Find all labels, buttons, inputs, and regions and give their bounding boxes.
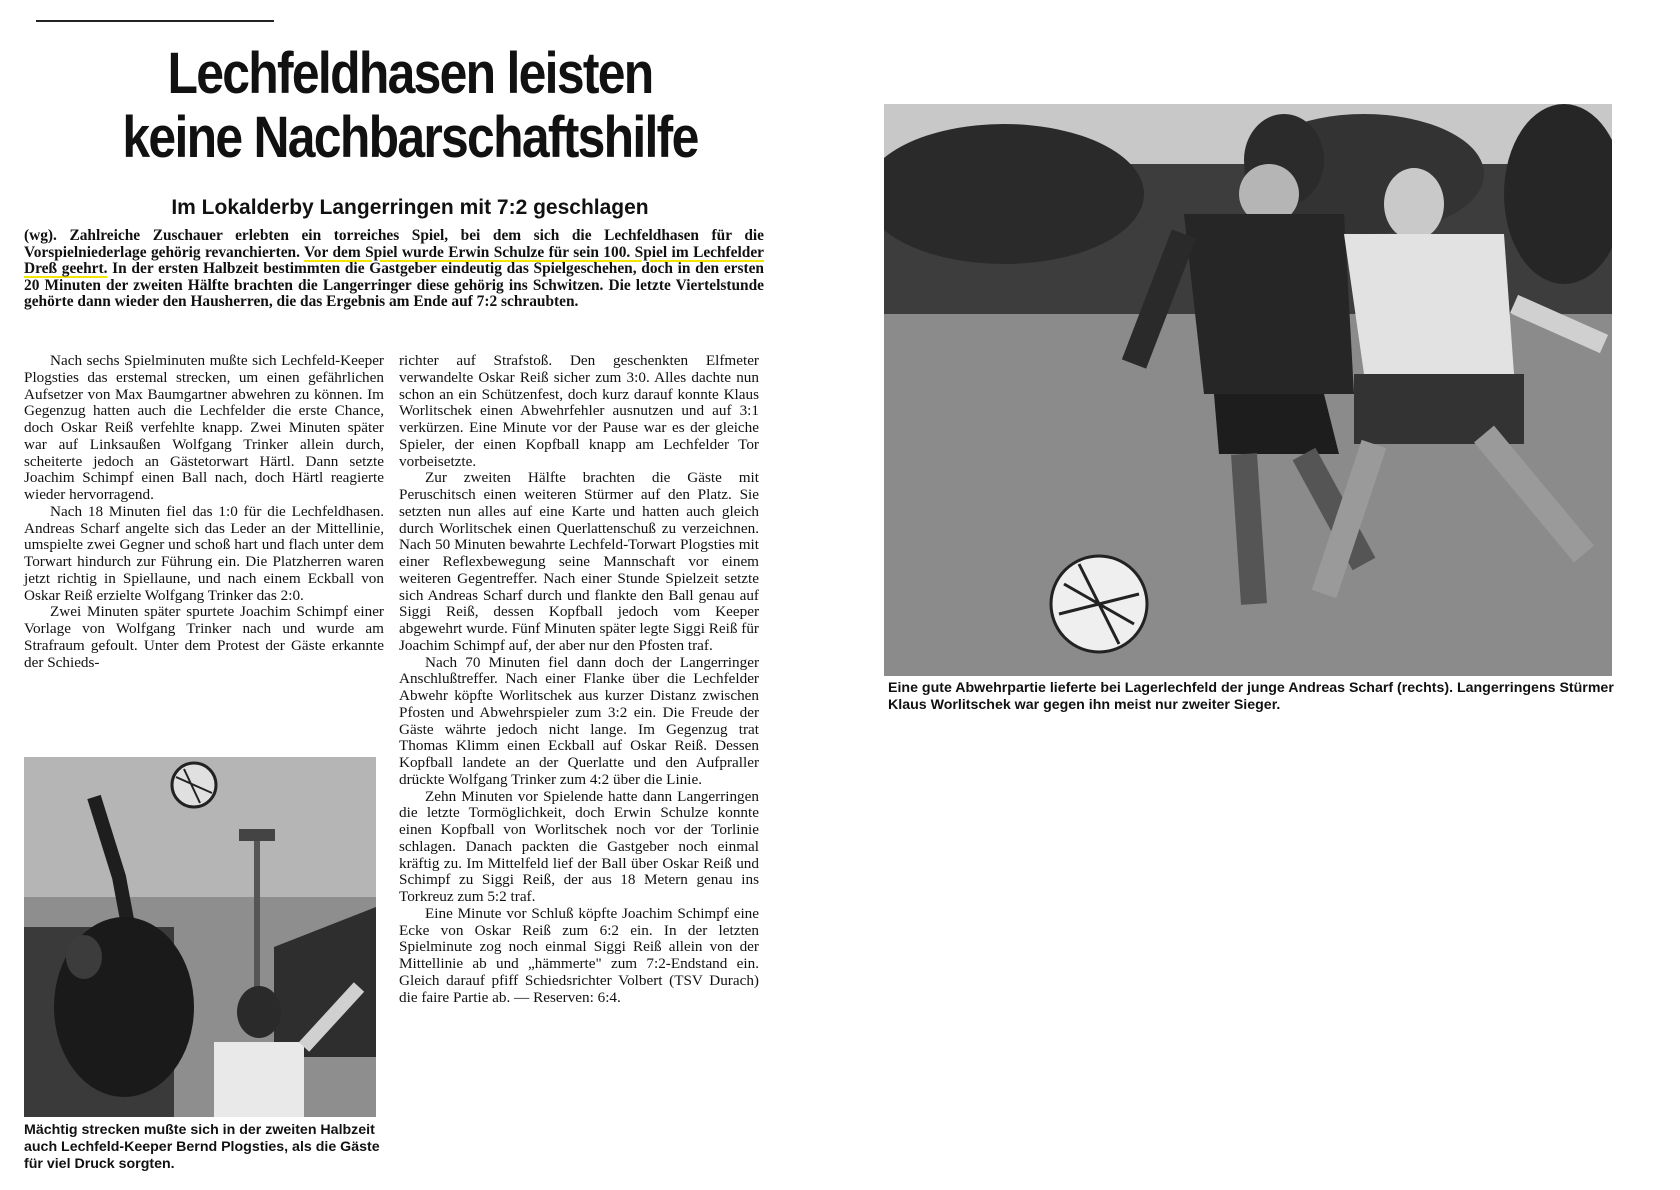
caption-players: Eine gute Abwehrpartie lieferte bei Lagerlechfeld der junge Andreas Scharf (rechts). Langerringens Stürmer Klaus Worlitschek war gegen ihn meist nur zweiter Sieger.	[888, 680, 1614, 713]
column2-paragraph: Eine Minute vor Schluß köpfte Joachim Schimpf eine Ecke von Oskar Reiß zum 6:2 ein. In der letzten Spielminute zog noch einmal Siggi Reiß allein von der Mittellinie ab und „hämmerte" zum 7:2-Endstand ein. Gleich darauf pfiff Schiedsrichter Volbert (TSV Durach) die faire Partie ab. — Reserven: 6:4.	[399, 904, 759, 1006]
caption-goalkeeper: Mächtig strecken mußte sich in der zweiten Halbzeit auch Lechfeld-Keeper Bernd Plogsties, als die Gäste für viel Druck sorgten.	[24, 1122, 380, 1172]
column2-paragraph: richter auf Strafstoß. Den geschenkten Elfmeter verwandelte Oskar Reiß sicher zum 3:0. Alles dachte nun schon an ein Schützenfest, doch kurz darauf konnte Klaus Worlitschek einen Abwehrfehler ausnutzen und auf 3:1 verkürzen. Eine Minute vor der Pause war es der gleiche Spieler, der einen Kopfball knapp am Lechfelder Tor vorbeisetzte.	[399, 352, 759, 470]
headline-line-1: Lechfeldhasen leisten	[167, 41, 653, 106]
column1-paragraph: Nach sechs Spielminuten mußte sich Lechfeld-Keeper Plogsties das erstemal strecken, um einen gefährlichen Aufsetzer von Max Baumgartner abwehren zu können. Im Gegenzug hatten auch die Lechfelder die erste Chance, doch Oskar Reiß verfehlte knapp. Zwei Minuten später war auf Linksaußen Wolfgang Trinker allein durch, scheiterte jedoch an Gästetorwart Härtl. Dann setzte Joachim Schimpf einen Ball nach, doch Härtl reagierte wieder hervorragend.	[24, 352, 384, 503]
headline	[92, 42, 728, 170]
column2-paragraph: Zur zweiten Hälfte brachten die Gäste mit Peruschitsch einen weiteren Stürmer auf den Platz. Sie setzten nun alles auf eine Karte und hatten auch gleich durch Worlitschek einen Querlattenschuß zu verzeichnen. Nach 50 Minuten bewahrte Lechfeld-Torwart Plogsties mit einer Reflexbewegung seine Mannschaft vor einem weiteren Gegentreffer. Nach einer Stunde Spielzeit setzte sich Andreas Scharf durch und flankte den Ball genau auf Siggi Reiß, dessen Kopfball jedoch vom Keeper abgewehrt wurde. Fünf Minuten später legte Siggi Reiß für Joachim Schimpf auf, der aber nur den Pfosten traf.	[399, 469, 759, 654]
top-rule	[36, 20, 274, 22]
subheadline: Im Lokalderby Langerringen mit 7:2 geschlagen	[171, 196, 649, 219]
column2-paragraph: Nach 70 Minuten fiel dann doch der Langerringer Anschlußtreffer. Nach einer Flanke über die Lechfelder Abwehr köpfte Worlitschek aus kurzer Distanz zwischen Pfosten und Abwehrspieler zum 3:2 ein. Die Freude der Gäste währte jedoch nicht lange. Im Gegenzug trat Thomas Klimm einen Eckball auf Oskar Reiß. Dessen Kopfball landete an der Querlatte und den Aufpraller drückte Wolfgang Trinker zum 4:2 über die Linie.	[399, 653, 759, 788]
photo-players-image	[884, 104, 1612, 676]
body-column-2	[399, 353, 759, 1006]
photo-goalkeeper	[24, 757, 376, 1117]
lead-text-2: In der ersten Halbzeit bestimmten die Gastgeber eindeutig das Spielgeschehen, doch in den ersten 20 Minuten der zweiten Hälfte brachten die Langerringer diese gehörig ins Schwitzen. Die letzte Viertelstunde gehörte dann wieder den Hausherren, die das Ergebnis am Ende auf 7:2 schraubten.	[24, 260, 764, 311]
lead-paragraph	[24, 228, 764, 311]
photo-goalkeeper-image	[24, 757, 376, 1117]
photo-players	[884, 104, 1612, 676]
column1-paragraph: Nach 18 Minuten fiel das 1:0 für die Lechfeldhasen. Andreas Scharf angelte sich das Leder an der Mittellinie, umspielte zwei Gegner und schoß hart und flach unter dem Torwart hindurch zur Führung ein. Die Platzherren waren jetzt richtig in Spiellaune, und nach einem Eckball von Oskar Reiß erzielte Wolfgang Trinker das 2:0.	[24, 502, 384, 604]
column2-paragraph: Zehn Minuten vor Spielende hatte dann Langerringen die letzte Tormöglichkeit, doch Erwin Schulze konnte einen Kopfball von Worlitschek noch vor der Torlinie schlagen. Danach packten die Gastgeber noch einmal kräftig zu. Im Mittelfeld lief der Ball über Oskar Reiß und Schimpf zu Siggi Reiß, der aus 18 Metern genau ins Torkreuz zum 5:2 traf.	[399, 787, 759, 905]
headline-line-2: keine Nachbarschaftshilfe	[122, 105, 698, 170]
lead-text-1: (wg). Zahlreiche Zuschauer erlebten ein torreiches Spiel, bei dem sich die Lechfeldhasen für die Vorspielniederlage gehörig revanchierten.	[24, 227, 764, 261]
column1-paragraph: Zwei Minuten später spurtete Joachim Schimpf einer Vorlage von Wolfgang Trinker nach und wurde am Strafraum gefoult. Unter dem Protest der Gäste erkannte der Schieds-	[24, 603, 384, 671]
body-column-1	[24, 353, 384, 671]
lead-highlighted-sentence: Vor dem Spiel wurde Erwin Schulze für sein 100. Spiel im Lechfelder Dreß geehrt.	[24, 243, 765, 278]
